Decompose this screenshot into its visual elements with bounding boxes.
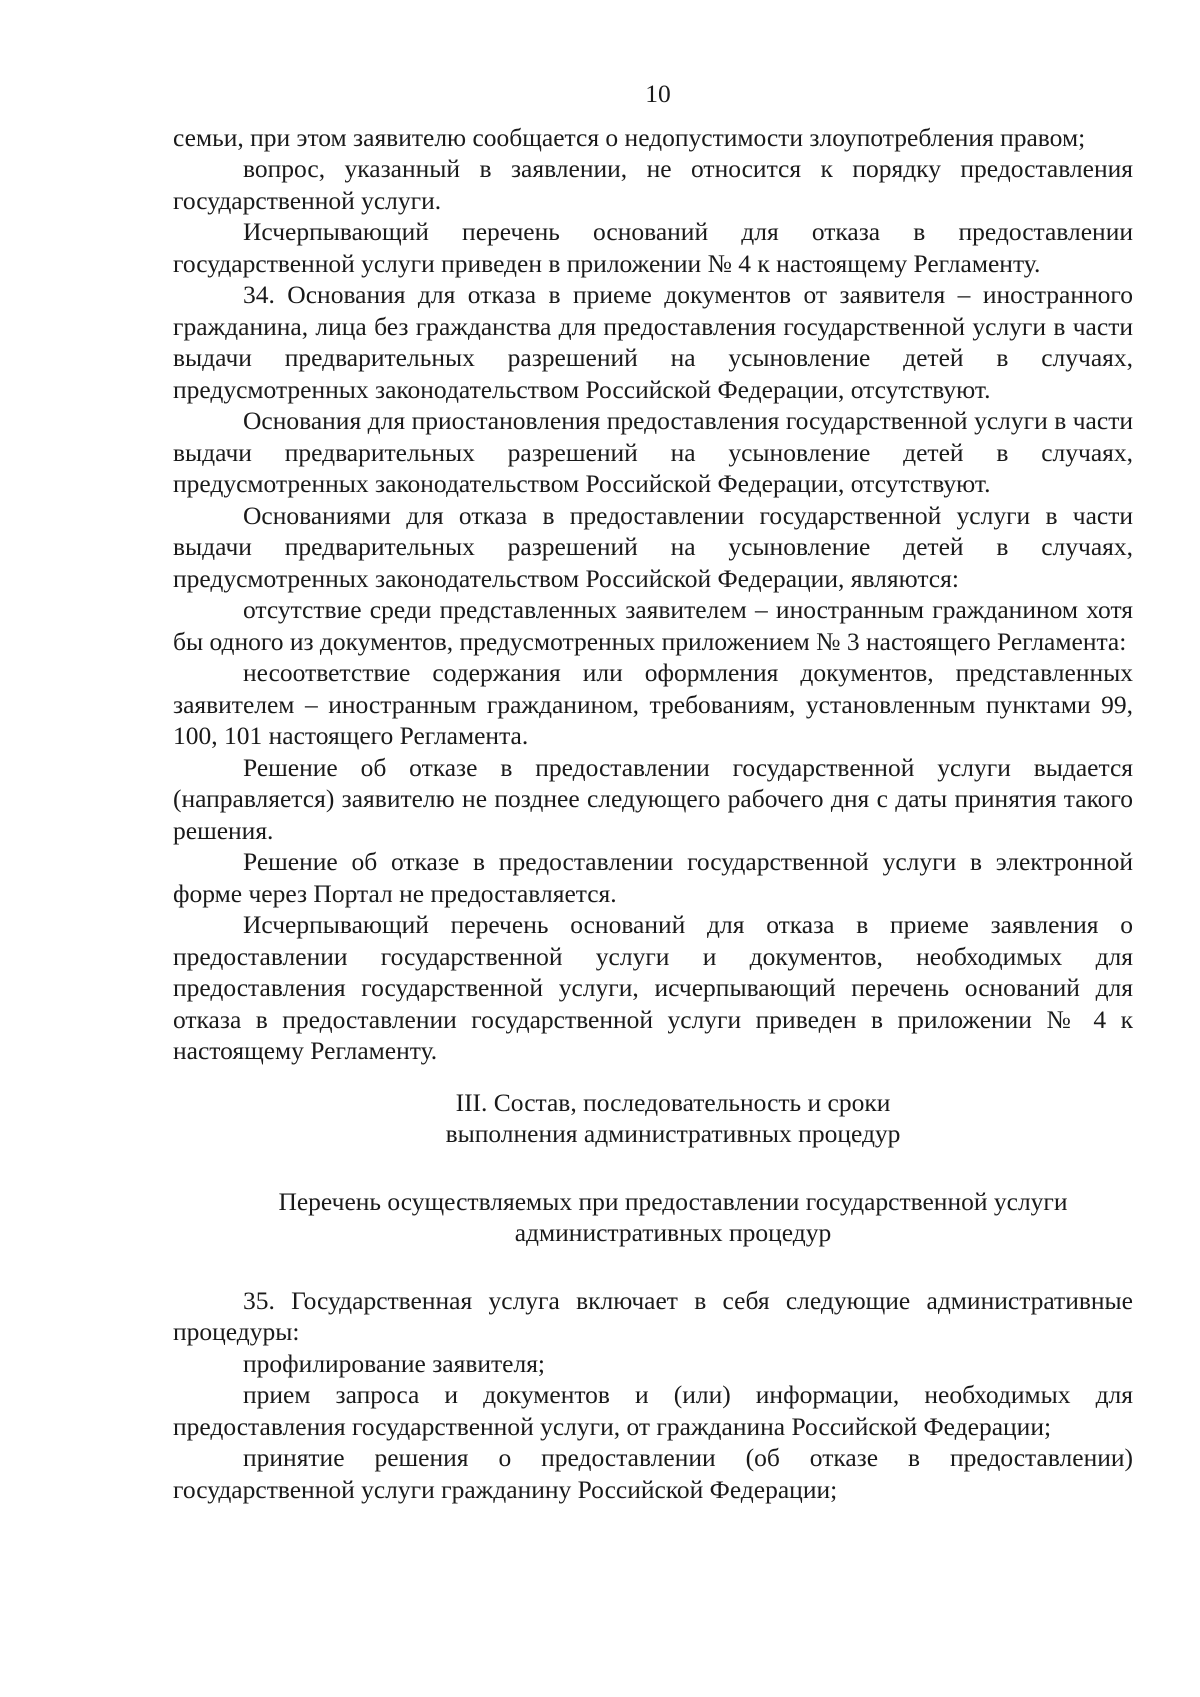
body-text-top xyxy=(173,122,1133,1067)
paragraph: вопрос, указанный в заявлении, не относится к порядку предоставления государственной услуги. xyxy=(173,154,1133,215)
paragraph: принятие решения о предоставлении (об отказе в предоставлении) государственной услуги гражданину Российской Федерации; xyxy=(173,1443,1133,1504)
subsection-heading-line: административных процедур xyxy=(514,1218,832,1247)
paragraph: отсутствие среди представленных заявителем – иностранным гражданином хотя бы одного из документов, предусмотренных приложением № 3 настоящего Регламента: xyxy=(173,595,1133,656)
paragraph: Решение об отказе в предоставлении государственной услуги выдается (направляется) заявителю не позднее следующего рабочего дня с даты принятия такого решения. xyxy=(173,752,1133,845)
document-page xyxy=(173,78,1133,1505)
paragraph: Решение об отказе в предоставлении государственной услуги в электронной форме через Портал не предоставляется. xyxy=(173,847,1133,908)
paragraph: несоответствие содержания или оформления документов, представленных заявителем – иностранным гражданином, требованиям, установленным пунктами 99, 100, 101 настоящего Регламента. xyxy=(173,658,1133,750)
paragraph: профилирование заявителя; xyxy=(243,1348,546,1378)
paragraph: 34. Основания для отказа в приеме документов от заявителя – иностранного гражданина, лица без гражданства для предоставления государственной услуги в части выдачи предварительных разрешений на усыновление детей в случаях, предусмотренных законодательством Российской Федерации, отсутствуют. xyxy=(173,280,1133,404)
section-heading xyxy=(173,1087,1133,1150)
paragraph: 35. Государственная услуга включает в себя следующие административные процедуры: xyxy=(173,1285,1133,1346)
subsection-heading xyxy=(173,1186,1133,1249)
paragraph: Исчерпывающий перечень оснований для отказа в предоставлении государственной услуги приведен в приложении № 4 к настоящему Регламенту. xyxy=(173,217,1133,278)
section-heading-line: III. Состав, последовательность и сроки xyxy=(455,1087,891,1117)
page-number: 10 xyxy=(645,79,671,108)
section-heading-line: выполнения административных процедур xyxy=(445,1119,901,1148)
paragraph: Основаниями для отказа в предоставлении государственной услуги в части выдачи предварительных разрешений на усыновление детей в случаях, предусмотренных законодательством Российской Федерации, являются: xyxy=(173,500,1133,593)
paragraph: прием запроса и документов и (или) информации, необходимых для предоставления государственной услуги, от гражданина Российской Федерации; xyxy=(173,1380,1133,1441)
subsection-heading-line: Перечень осуществляемых при предоставлении государственной услуги xyxy=(278,1186,1068,1216)
body-text-bottom xyxy=(173,1285,1133,1506)
paragraph: Основания для приостановления предоставления государственной услуги в части выдачи предварительных разрешений на усыновление детей в случаях, предусмотренных законодательством Российской Федерации, отсутствуют. xyxy=(173,406,1133,498)
paragraph: Исчерпывающий перечень оснований для отказа в приеме заявления о предоставлении государственной услуги и документов, необходимых для предоставления государственной услуги, исчерпывающий перечень оснований для отказа в предоставлении государственной услуги приведен в приложении № 4 к настоящему Регламенту. xyxy=(173,910,1133,1065)
paragraph: семьи, при этом заявителю сообщается о недопустимости злоупотребления правом; xyxy=(173,122,1086,152)
